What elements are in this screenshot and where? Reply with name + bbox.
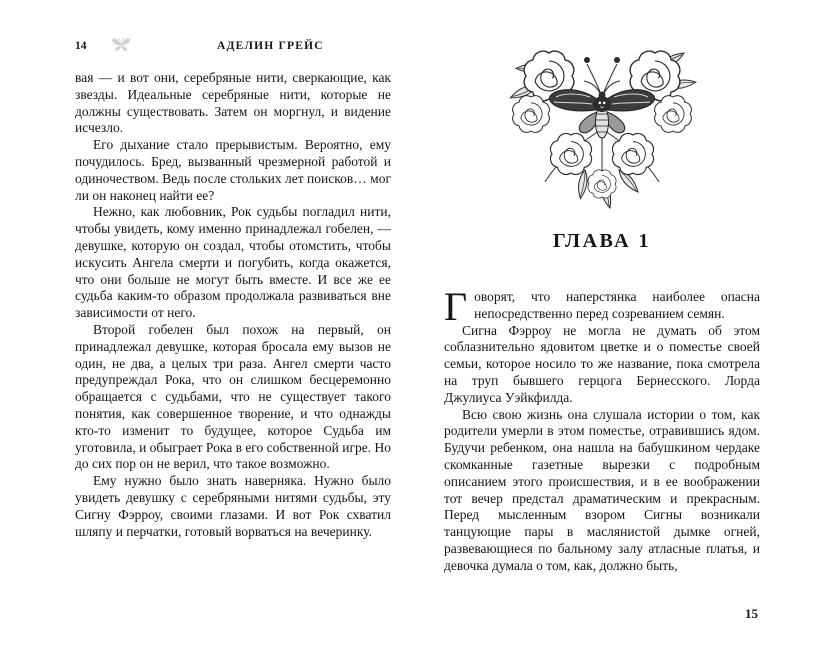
paragraph: Ему нужно было знать наверняка. Нужно было увидеть девушку с серебряными нитями судьбы, эту Сигну Фэрроу, своими глазами. И вот Рок схватил шляпу и перчатки, готовый ворваться на вечеринку. xyxy=(75,473,391,539)
right-page-text xyxy=(444,284,760,575)
drop-cap: Г xyxy=(444,284,468,329)
moth-and-roses-illustration xyxy=(487,34,717,214)
page-number-left: 14 xyxy=(75,40,87,52)
page-left xyxy=(75,0,391,661)
page-right xyxy=(444,0,760,661)
left-page-text xyxy=(75,70,391,540)
running-header-author: АДЕЛИН ГРЕЙС xyxy=(217,40,324,52)
paragraph-with-dropcap xyxy=(444,284,760,329)
paragraph: Всю свою жизнь она слушала истории о том, как родители умерли в этом поместье, отравившись ядом. Будучи ребенком, она нашла на бабушкином чердаке скомканные газетные вырезки с подробным описанием этого происшествия, и в ее воображении тот вечер предстал драматическим и прекрасным. Перед мысленным взором Сигны возникали танцующие пары в маслянистой дымке огней, развевающиеся по бальному залу атласные платья, и девочка думала о том, как, должно быть, xyxy=(444,406,760,573)
paragraph: вая — и вот они, серебряные нити, сверкающие, как звезды. Идеальные серебряные нити, которые не должны существовать. Затем он моргнул, и видение исчезло. xyxy=(75,70,391,136)
paragraph: Сигна Фэрроу не могла не думать об этом соблазнительно ядовитом цветке и о поместье своей семьи, которое носило то же название, пока смотрела на труп бывшего герцога Бернесского. Лорда Джулиуса Уэйкфилда. xyxy=(444,322,760,405)
paragraph: Его дыхание стало прерывистым. Вероятно, ему почудилось. Бред, вызванный чрезмерной работой и одиночеством. Ведь после стольких лет поисков… мог ли он наконец найти ее? xyxy=(75,137,391,203)
paragraph: Второй гобелен был похож на первый, он принадлежал девушке, которая бросала ему вызов не один, не два, а целых три раза. Ангел смерти часто предупреждал Рока, что он слишком бесцеремонно обращается с судьбами, что не существует такого понятия, как совершенное творение, и что однажды кто-то изменит то будущее, которое Судьба им уготовила, и обыграет Рока в его собственной игре. Но до сих пор он не верил, что такое возможно. xyxy=(75,321,391,472)
page-number-right: 15 xyxy=(745,606,758,621)
paragraph-text: оворят, что наперстянка наиболее опасна непосредственно перед созреванием семян. xyxy=(474,289,760,321)
chapter-title: ГЛАВА 1 xyxy=(552,230,652,252)
paragraph: Нежно, как любовник, Рок судьбы погладил нити, чтобы увидеть, кому именно принадлежал гобелен, — девушке, которую он создал, чтобы отомстить, чтобы искусить Ангела смерти и погубить, когда окажется, что они больше не могут быть вместе. И все же ее судьба каким-то образом продолжала развиваться вне зависимости от него. xyxy=(75,204,391,321)
butterfly-icon xyxy=(111,37,131,55)
running-header xyxy=(75,40,391,56)
